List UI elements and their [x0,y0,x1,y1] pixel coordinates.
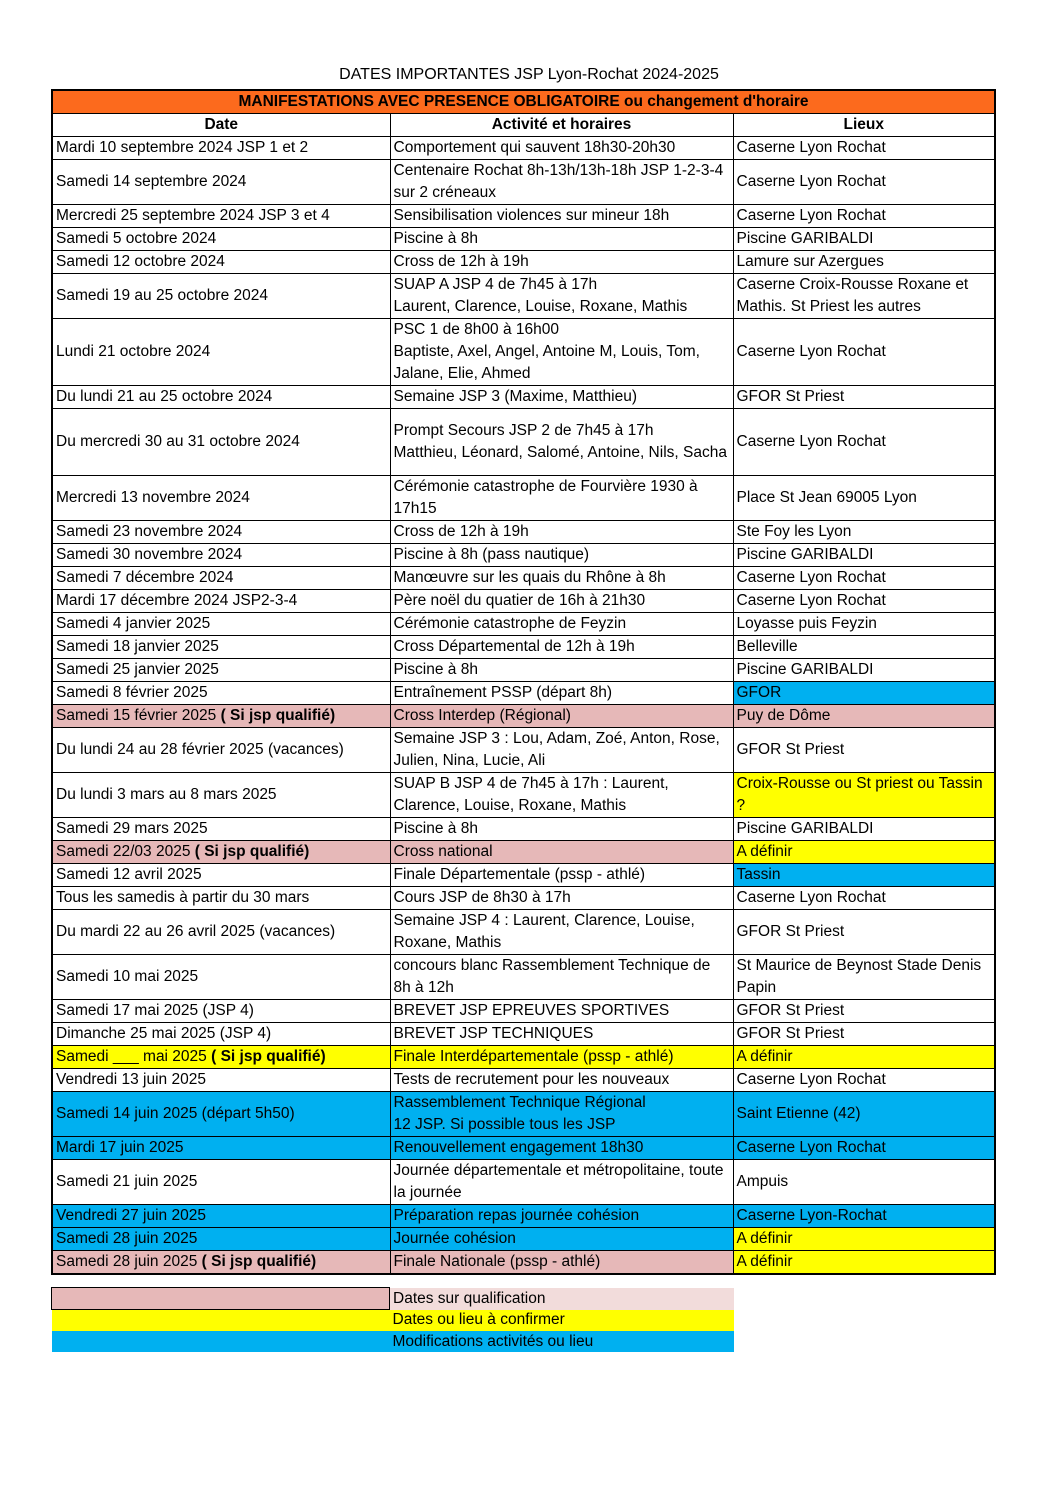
lieu-cell: Saint Etienne (42) [733,1092,995,1137]
lieu-cell: Croix-Rousse ou St priest ou Tassin ? [733,773,995,818]
table-row [52,544,995,567]
activite-cell: Entraînement PSSP (départ 8h) [390,682,733,705]
date-cell: Dimanche 25 mai 2025 (JSP 4) [52,1023,390,1046]
lieu-cell: Caserne Lyon Rochat [733,887,995,910]
table-row [52,864,995,887]
lieu-cell: Lamure sur Azergues [733,251,995,274]
activite-cell: Prompt Secours JSP 2 de 7h45 à 17h Matthieu, Léonard, Salomé, Antoine, Nils, Sacha [390,409,733,476]
date-cell: Samedi 25 janvier 2025 [52,659,390,682]
date-cell [52,841,390,864]
date-cell [52,1251,390,1275]
table-row [52,386,995,409]
lieu-cell: Caserne Lyon-Rochat [733,1205,995,1228]
header-date: Date [52,114,390,137]
lieu-cell: GFOR St Priest [733,1023,995,1046]
activite-cell: Sensibilisation violences sur mineur 18h [390,205,733,228]
date-cell: Mardi 17 juin 2025 [52,1137,390,1160]
lieu-cell: Piscine GARIBALDI [733,228,995,251]
table-row [52,521,995,544]
qualification-note: ( Si jsp qualifié) [190,843,310,860]
legend-table [51,1287,734,1352]
table-row [52,205,995,228]
lieu-cell: Place St Jean 69005 Lyon [733,476,995,521]
date-cell: Samedi 21 juin 2025 [52,1160,390,1205]
table-row [52,1228,995,1251]
date-cell: Samedi 12 octobre 2024 [52,251,390,274]
lieu-cell: Caserne Lyon Rochat [733,137,995,160]
header-activite: Activité et horaires [390,114,733,137]
activite-cell: Finale Départementale (pssp - athlé) [390,864,733,887]
table-row [52,251,995,274]
activite-cell: Piscine à 8h (pass nautique) [390,544,733,567]
table-row [52,1251,995,1275]
date-cell: Samedi 19 au 25 octobre 2024 [52,274,390,319]
qualification-note: ( Si jsp qualifié) [206,1048,326,1065]
table-row [52,137,995,160]
table-row [52,841,995,864]
activite-cell: Comportement qui sauvent 18h30-20h30 [390,137,733,160]
table-row [52,636,995,659]
lieu-cell: Caserne Lyon Rochat [733,1137,995,1160]
activite-cell: BREVET JSP EPREUVES SPORTIVES [390,1000,733,1023]
date-cell: Du lundi 21 au 25 octobre 2024 [52,386,390,409]
lieu-cell: Belleville [733,636,995,659]
lieu-cell: Piscine GARIBALDI [733,544,995,567]
lieu-cell: GFOR St Priest [733,910,995,955]
table-row [52,613,995,636]
date-text: Samedi 28 juin 2025 [56,1253,198,1270]
activite-cell: Piscine à 8h [390,659,733,682]
legend-swatch-modification [52,1331,390,1352]
legend-label: Dates sur qualification [390,1288,734,1310]
table-row [52,476,995,521]
date-cell: Samedi 23 novembre 2024 [52,521,390,544]
table-row [52,1205,995,1228]
date-cell: Lundi 21 octobre 2024 [52,319,390,386]
table-row [52,1023,995,1046]
activite-cell: Renouvellement engagement 18h30 [390,1137,733,1160]
date-cell: Mardi 10 septembre 2024 JSP 1 et 2 [52,137,390,160]
legend-swatch-confirmer [52,1310,390,1332]
table-row [52,728,995,773]
table-row [52,773,995,818]
qualification-note: ( Si jsp qualifié) [197,1253,317,1270]
activite-cell: Tests de recrutement pour les nouveaux [390,1069,733,1092]
activite-cell: Piscine à 8h [390,228,733,251]
activite-cell: concours blanc Rassemblement Technique de 8h à 12h [390,955,733,1000]
date-cell: Tous les samedis à partir du 30 mars [52,887,390,910]
table-row [52,319,995,386]
lieu-cell: Ste Foy les Lyon [733,521,995,544]
table-row [52,887,995,910]
date-cell: Samedi 5 octobre 2024 [52,228,390,251]
activite-cell: BREVET JSP TECHNIQUES [390,1023,733,1046]
date-cell: Samedi 7 décembre 2024 [52,567,390,590]
activite-cell: Cross national [390,841,733,864]
date-cell: Vendredi 27 juin 2025 [52,1205,390,1228]
lieu-cell: Caserne Lyon Rochat [733,205,995,228]
activite-cell: Père noël du quatier de 16h à 21h30 [390,590,733,613]
lieu-cell: Caserne Lyon Rochat [733,409,995,476]
lieu-cell: Caserne Lyon Rochat [733,160,995,205]
lieu-cell: Caserne Lyon Rochat [733,319,995,386]
lieu-cell: Tassin [733,864,995,887]
legend-row [52,1310,734,1332]
date-cell: Samedi 29 mars 2025 [52,818,390,841]
table-row [52,409,995,476]
page-title: DATES IMPORTANTES JSP Lyon-Rochat 2024-2025 [339,66,719,83]
date-cell: Samedi 30 novembre 2024 [52,544,390,567]
lieu-cell: Caserne Lyon Rochat [733,1069,995,1092]
legend-swatch-qualification [52,1288,390,1310]
table-row [52,818,995,841]
activite-cell: Piscine à 8h [390,818,733,841]
table-row [52,1069,995,1092]
table-row [52,1092,995,1137]
date-cell: Mercredi 13 novembre 2024 [52,476,390,521]
table-row [52,567,995,590]
table-row [52,1160,995,1205]
lieu-cell: Caserne Croix-Rousse Roxane et Mathis. St Priest les autres [733,274,995,319]
date-cell: Samedi 8 février 2025 [52,682,390,705]
table-row [52,590,995,613]
date-cell: Samedi 14 septembre 2024 [52,160,390,205]
header-row [52,114,995,137]
table-row [52,705,995,728]
lieu-cell: Caserne Lyon Rochat [733,590,995,613]
date-cell: Mardi 17 décembre 2024 JSP2-3-4 [52,590,390,613]
activite-cell: PSC 1 de 8h00 à 16h00 Baptiste, Axel, Angel, Antoine M, Louis, Tom, Jalane, Elie, Ahmed [390,319,733,386]
activite-cell: Semaine JSP 4 : Laurent, Clarence, Louise, Roxane, Mathis [390,910,733,955]
lieu-cell: Caserne Lyon Rochat [733,567,995,590]
activite-cell: Préparation repas journée cohésion [390,1205,733,1228]
legend-label: Modifications activités ou lieu [390,1331,734,1352]
date-cell: Samedi 14 juin 2025 (départ 5h50) [52,1092,390,1137]
date-cell: Mercredi 25 septembre 2024 JSP 3 et 4 [52,205,390,228]
activite-cell: Semaine JSP 3 : Lou, Adam, Zoé, Anton, Rose, Julien, Nina, Lucie, Ali [390,728,733,773]
lieu-cell: Piscine GARIBALDI [733,818,995,841]
activite-cell: SUAP A JSP 4 de 7h45 à 17h Laurent, Clarence, Louise, Roxane, Mathis [390,274,733,319]
table-row [52,1137,995,1160]
date-cell: Samedi 4 janvier 2025 [52,613,390,636]
table-row [52,1000,995,1023]
lieu-cell: A définir [733,1228,995,1251]
legend-row [52,1288,734,1310]
date-cell: Du mardi 22 au 26 avril 2025 (vacances) [52,910,390,955]
date-cell [52,705,390,728]
activite-cell: Cross de 12h à 19h [390,251,733,274]
date-text: Samedi 15 février 2025 [56,707,217,724]
table-row [52,682,995,705]
date-cell: Samedi 28 juin 2025 [52,1228,390,1251]
activite-cell: Manœuvre sur les quais du Rhône à 8h [390,567,733,590]
date-cell: Samedi 18 janvier 2025 [52,636,390,659]
date-cell: Samedi 12 avril 2025 [52,864,390,887]
lieu-cell: GFOR St Priest [733,728,995,773]
activite-cell: Journée départementale et métropolitaine, toute la journée [390,1160,733,1205]
date-cell: Vendredi 13 juin 2025 [52,1069,390,1092]
table-row [52,274,995,319]
table-row [52,1046,995,1069]
activite-cell: Finale Nationale (pssp - athlé) [390,1251,733,1275]
activite-cell: Cross Départemental de 12h à 19h [390,636,733,659]
lieu-cell: St Maurice de Beynost Stade Denis Papin [733,955,995,1000]
activite-cell: Rassemblement Technique Régional 12 JSP. Si possible tous les JSP [390,1092,733,1137]
date-text: Samedi 22/03 2025 [56,843,191,860]
table-row [52,659,995,682]
legend-row [52,1331,734,1352]
table-row [52,228,995,251]
lieu-cell: A définir [733,841,995,864]
activite-cell: Cérémonie catastrophe de Feyzin [390,613,733,636]
lieu-cell: GFOR St Priest [733,1000,995,1023]
date-cell [52,1046,390,1069]
date-cell: Samedi 10 mai 2025 [52,955,390,1000]
legend-label: Dates ou lieu à confirmer [390,1310,734,1332]
activite-cell: Semaine JSP 3 (Maxime, Matthieu) [390,386,733,409]
lieu-cell: Piscine GARIBALDI [733,659,995,682]
table-row [52,955,995,1000]
activite-cell: Finale Interdépartementale (pssp - athlé) [390,1046,733,1069]
lieu-cell: A définir [733,1251,995,1275]
header-lieux: Lieux [733,114,995,137]
activite-cell: Cross Interdep (Régional) [390,705,733,728]
table-row [52,910,995,955]
activite-cell: SUAP B JSP 4 de 7h45 à 17h : Laurent, Clarence, Louise, Roxane, Mathis [390,773,733,818]
date-cell: Du mercredi 30 au 31 octobre 2024 [52,409,390,476]
activite-cell: Journée cohésion [390,1228,733,1251]
lieu-cell: A définir [733,1046,995,1069]
banner-text: MANIFESTATIONS AVEC PRESENCE OBLIGATOIRE ou changement d'horaire [52,90,995,114]
date-cell: Du lundi 3 mars au 8 mars 2025 [52,773,390,818]
lieu-cell: GFOR [733,682,995,705]
activite-cell: Centenaire Rochat 8h-13h/13h-18h JSP 1-2-3-4 sur 2 créneaux [390,160,733,205]
lieu-cell: Ampuis [733,1160,995,1205]
activite-cell: Cours JSP de 8h30 à 17h [390,887,733,910]
lieu-cell: Puy de Dôme [733,705,995,728]
banner-row [52,90,995,114]
date-cell: Du lundi 24 au 28 février 2025 (vacances) [52,728,390,773]
date-text: Samedi ___ mai 2025 [56,1048,207,1065]
lieu-cell: Loyasse puis Feyzin [733,613,995,636]
table-row [52,160,995,205]
qualification-note: ( Si jsp qualifié) [216,707,336,724]
lieu-cell: GFOR St Priest [733,386,995,409]
activite-cell: Cross de 12h à 19h [390,521,733,544]
activite-cell: Cérémonie catastrophe de Fourvière 1930 à 17h15 [390,476,733,521]
schedule-table [51,89,996,1275]
date-cell: Samedi 17 mai 2025 (JSP 4) [52,1000,390,1023]
